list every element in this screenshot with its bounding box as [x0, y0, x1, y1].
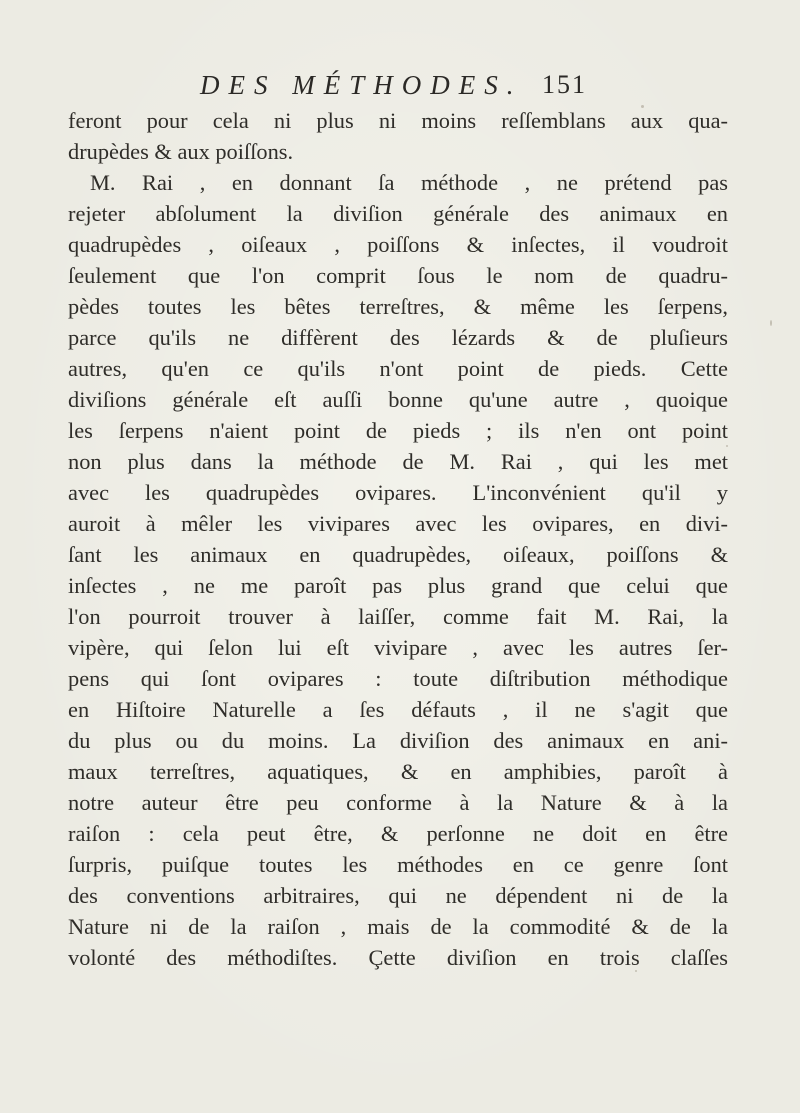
running-title: DES MÉTHODES.: [200, 70, 523, 100]
text-line: non plus dans la méthode de M. Rai , qui les met: [68, 449, 728, 474]
paper-fleck: [635, 970, 637, 972]
text-line: parce qu'ils ne diffèrent des lézards & de pluſieurs: [68, 325, 728, 350]
paper-fleck: [726, 445, 728, 447]
text-line: autres, qu'en ce qu'ils n'ont point de pieds. Cette: [68, 356, 728, 381]
body-text: [68, 105, 728, 973]
text-line: pèdes toutes les bêtes terreſtres, & même les ſerpens,: [68, 294, 728, 319]
text-line: l'on pourroit trouver à laiſſer, comme fait M. Rai, la: [68, 604, 728, 629]
text-line: feront pour cela ni plus ni moins reſſemblans aux qua-: [68, 108, 728, 133]
text-line: diviſions générale eſt auſſi bonne qu'une autre , quoique: [68, 387, 728, 412]
text-line: notre auteur être peu conforme à la Nature & à la: [68, 790, 728, 815]
text-line: Nature ni de la raiſon , mais de la commodité & de la: [68, 914, 728, 939]
text-line: volonté des méthodiſtes. Çette diviſion en trois claſſes: [68, 945, 728, 970]
text-line: vipère, qui ſelon lui eſt vivipare , avec les autres ſer-: [68, 635, 728, 660]
text-line: inſectes , ne me paroît pas plus grand que celui que: [68, 573, 728, 598]
text-line: rejeter abſolument la diviſion générale des animaux en: [68, 201, 728, 226]
text-line: quadrupèdes , oiſeaux , poiſſons & inſectes, il voudroit: [68, 232, 728, 257]
text-line: les ſerpens n'aient point de pieds ; ils n'en ont point: [68, 418, 728, 443]
text-line: en Hiſtoire Naturelle a ſes défauts , il ne s'agit que: [68, 697, 728, 722]
text-line: auroit à mêler les vivipares avec les ovipares, en divi-: [68, 511, 728, 536]
paper-fleck: [770, 320, 772, 326]
text-line: des conventions arbitraires, qui ne dépendent ni de la: [68, 883, 728, 908]
text-line: drupèdes & aux poiſſons.: [68, 139, 294, 164]
text-line: ſant les animaux en quadrupèdes, oiſeaux, poiſſons &: [68, 542, 728, 567]
text-line: M. Rai , en donnant ſa méthode , ne prétend pas: [90, 170, 728, 195]
text-line: du plus ou du moins. La diviſion des animaux en ani-: [68, 728, 728, 753]
text-line: pens qui ſont ovipares : toute diſtribution méthodique: [68, 666, 728, 691]
text-line: ſeulement que l'on comprit ſous le nom de quadru-: [68, 263, 728, 288]
page-number: 151: [542, 70, 587, 99]
text-line: raiſon : cela peut être, & perſonne ne doit en être: [68, 821, 728, 846]
text-line: avec les quadrupèdes ovipares. L'inconvénient qu'il y: [68, 480, 728, 505]
text-line: ſurpris, puiſque toutes les méthodes en ce genre ſont: [68, 852, 728, 877]
paper-fleck: [641, 105, 644, 108]
text-line: maux terreſtres, aquatiques, & en amphibies, paroît à: [68, 759, 728, 784]
running-head: [200, 70, 600, 110]
